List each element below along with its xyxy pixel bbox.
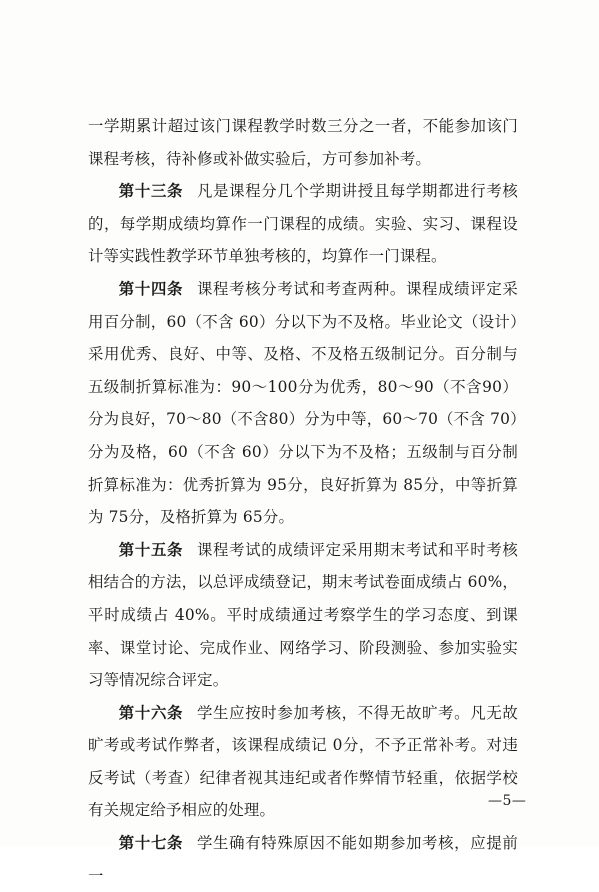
article-13 — [88, 175, 518, 273]
article-16 — [88, 697, 518, 827]
article-label: 第十三条 — [118, 182, 184, 201]
article-text: 课程考试的成绩评定采用期末考试和平时考核相结合的方法，以总评成绩登记，期末考试卷面成绩占 60%，平时成绩占 40%。平时成绩通过考察学生的学习态度、到课率、课堂讨论、完成作业、网络学习、阶段测验、参加实验实习等情况综合评定。 — [88, 540, 518, 690]
article-label: 第十六条 — [118, 703, 184, 722]
article-label: 第十七条 — [118, 834, 184, 853]
article-label: 第十五条 — [118, 540, 184, 559]
article-text: 凡是课程分几个学期讲授且每学期都进行考核的，每学期成绩均算作一门课程的成绩。实验、实习、课程设计等实践性教学环节单独考核的，均算作一门课程。 — [88, 182, 518, 266]
paragraph-text: 一学期累计超过该门课程教学时数三分之一者，不能参加该门课程考核，待补修或补做实验后，方可参加补考。 — [88, 117, 518, 168]
article-text: 学生确有特殊原因不能如期参加考核，应提前一 — [88, 834, 518, 885]
article-text: 课程考核分考试和考查两种。课程成绩评定采用百分制，60（不含 60）分以下为不及格。毕业论文（设计）采用优秀、良好、中等、及格、不及格五级制记分。百分制与五级制折算标准为：90～100分为优秀，80～90（不含90）分为良好，70～80（不含80）分为中等，60～70（不含 70）分为及格，60（不含 60）分以下为不及格；五级制与百分制折算标准为：优秀折算为 95分，良好折算为 85分，中等折算为 75分，及格折算为 65分。 — [88, 279, 518, 527]
document-body — [88, 110, 518, 892]
article-text: 学生应按时参加考核，不得无故旷考。凡无故旷考或考试作弊者，该课程成绩记 0分，不予正常补考。对违反考试（考查）纪律者视其违纪或者作弊情节轻重，依据学校有关规定给予相应的处理。 — [88, 703, 518, 820]
article-17 — [88, 827, 518, 892]
paragraph-continuation — [88, 110, 518, 175]
page-number: —5— — [488, 793, 527, 809]
article-15 — [88, 534, 518, 697]
article-label: 第十四条 — [118, 279, 184, 298]
article-14 — [88, 273, 518, 534]
